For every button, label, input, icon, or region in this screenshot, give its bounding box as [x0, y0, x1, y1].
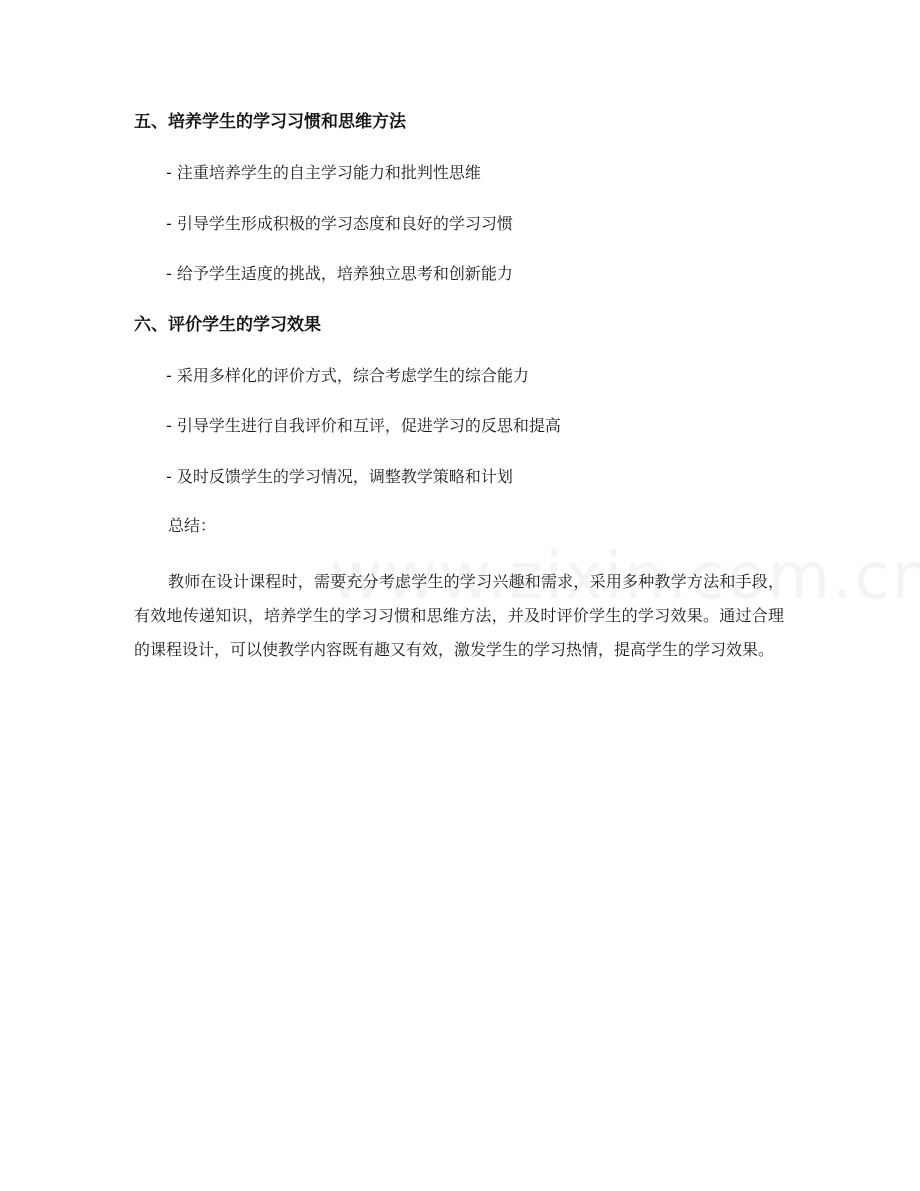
section-5-item-3: - 给予学生适度的挑战，培养独立思考和创新能力 [166, 264, 513, 283]
section-5-item-1: - 注重培养学生的自主学习能力和批判性思维 [166, 163, 481, 182]
section-5-item-2: - 引导学生形成积极的学习态度和良好的学习习惯 [166, 214, 513, 233]
section-6-heading: 六、评价学生的学习效果 [134, 315, 321, 335]
section-5-heading: 五、培养学生的学习习惯和思维方法 [134, 112, 406, 132]
summary-paragraph: 教师在设计课程时，需要充分考虑学生的学习兴趣和需求，采用多种教学方法和手段，有效地传递知识，培养学生的学习习惯和思维方法，并及时评价学生的学习效果。通过合理的课程设计，可以使教学内容既有趣又有效，激发学生的学习热情，提高学生的学习效果。 [134, 572, 784, 659]
section-6-item-2: - 引导学生进行自我评价和互评，促进学习的反思和提高 [166, 416, 561, 435]
summary-label: 总结： [168, 516, 217, 535]
section-6-item-3: - 及时反馈学生的学习情况，调整教学策略和计划 [166, 467, 513, 486]
section-6-item-1: - 采用多样化的评价方式，综合考虑学生的综合能力 [166, 366, 529, 385]
